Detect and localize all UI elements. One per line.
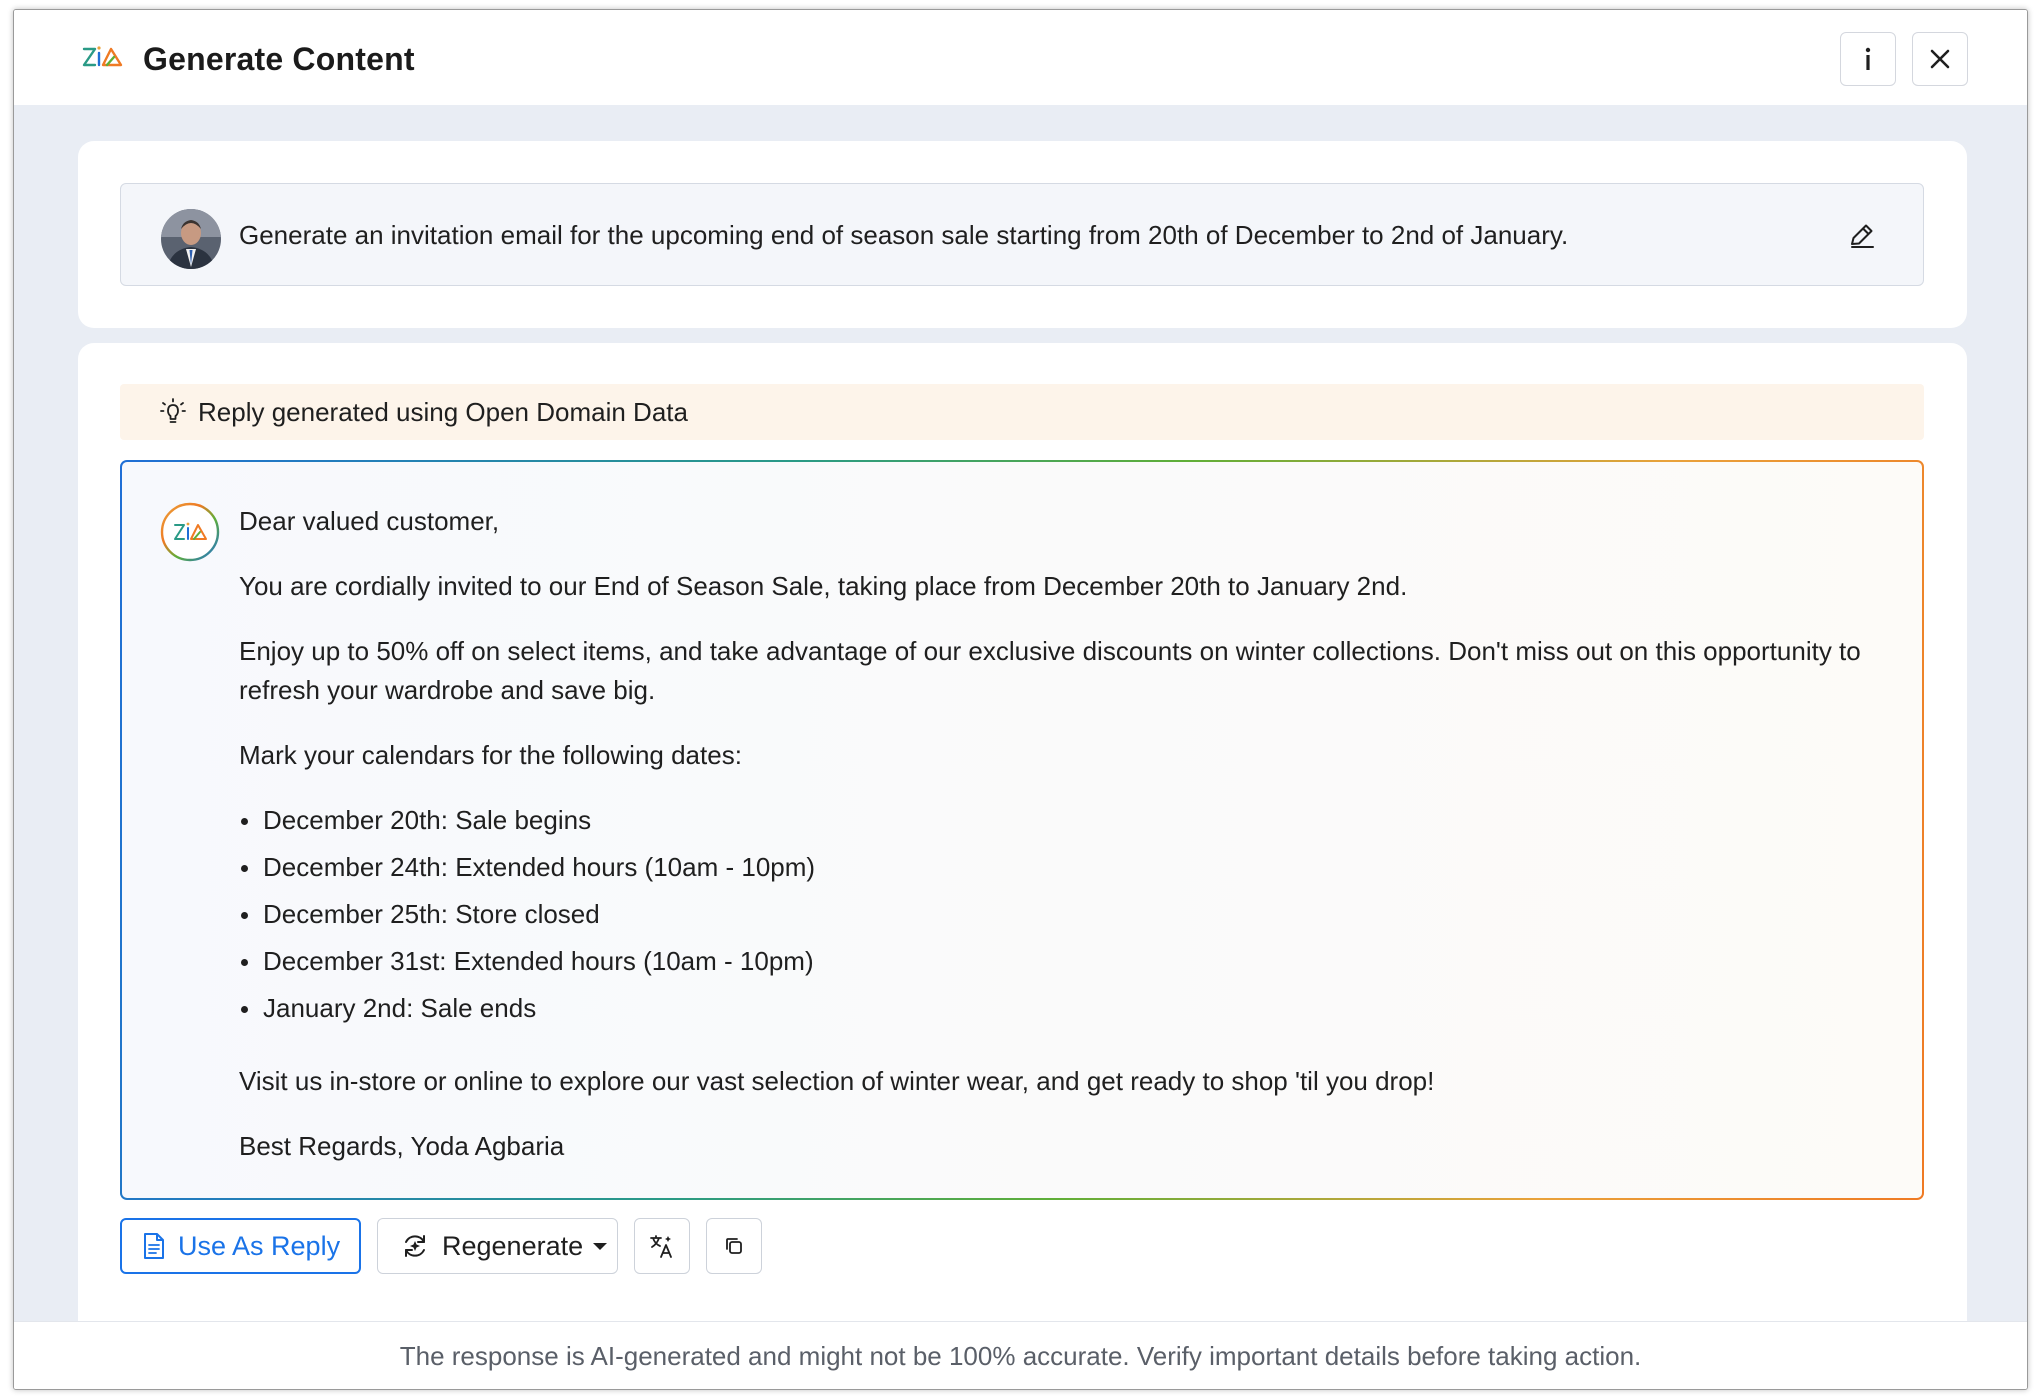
dialog-content — [14, 105, 2027, 1321]
prompt-card — [78, 141, 1967, 328]
list-item: December 20th: Sale begins — [239, 801, 1879, 848]
regenerate-label: Regenerate — [442, 1230, 584, 1261]
info-button[interactable] — [1840, 32, 1896, 86]
user-avatar — [161, 209, 221, 269]
prompt-box — [120, 183, 1924, 286]
list-item: January 2nd: Sale ends — [239, 989, 1879, 1036]
email-signoff: Best Regards, Yoda Agbaria — [239, 1131, 565, 1161]
copy-button[interactable] — [706, 1218, 762, 1274]
generated-email-body — [239, 502, 1879, 1192]
email-paragraph: Enjoy up to 50% off on select items, and take advantage of our exclusive discounts on winter collections. Don't miss out on this opportunity to refresh your wardrobe and save big. — [239, 636, 1861, 705]
copy-icon — [723, 1235, 745, 1257]
reply-card — [78, 343, 1967, 1333]
notice-text: Reply generated using Open Domain Data — [198, 397, 688, 427]
ai-disclaimer-footer — [14, 1321, 2027, 1390]
info-icon — [1863, 46, 1873, 72]
translate-button[interactable] — [634, 1218, 690, 1274]
list-item: December 24th: Extended hours (10am - 10pm) — [239, 848, 1879, 895]
generate-content-dialog — [13, 9, 2028, 1390]
use-as-reply-button[interactable] — [120, 1218, 361, 1274]
disclaimer-text: The response is AI-generated and might not be 100% accurate. Verify important details before taking action. — [399, 1341, 1642, 1371]
email-paragraph: Visit us in-store or online to explore our vast selection of winter wear, and get ready to shop 'til you drop! — [239, 1066, 1435, 1096]
caret-down-icon[interactable] — [593, 1243, 607, 1250]
date-list — [239, 801, 1879, 1036]
dialog-header — [14, 10, 2027, 105]
document-icon — [142, 1232, 166, 1260]
close-button[interactable] — [1912, 32, 1968, 86]
email-paragraph: Mark your calendars for the following dates: — [239, 740, 742, 770]
translate-icon — [649, 1233, 675, 1259]
use-as-reply-label: Use As Reply — [178, 1230, 341, 1261]
generated-reply-box — [120, 460, 1924, 1200]
dialog-title: Generate Content — [143, 41, 415, 77]
zia-avatar-icon — [160, 502, 220, 562]
zia-logo-icon — [81, 44, 125, 70]
list-item: December 31st: Extended hours (10am - 10pm) — [239, 942, 1879, 989]
email-greeting: Dear valued customer, — [239, 506, 500, 536]
email-paragraph: You are cordially invited to our End of Season Sale, taking place from December 20th to January 2nd. — [239, 571, 1408, 601]
open-domain-notice — [120, 384, 1924, 440]
list-item: December 25th: Store closed — [239, 895, 1879, 942]
edit-pencil-icon[interactable] — [1847, 220, 1877, 250]
close-icon — [1929, 48, 1951, 70]
regenerate-button[interactable] — [377, 1218, 618, 1274]
regenerate-icon — [400, 1231, 430, 1261]
lightbulb-icon — [160, 397, 186, 425]
prompt-text: Generate an invitation email for the upcoming end of season sale starting from 20th of December to 2nd of January. — [239, 220, 1569, 250]
